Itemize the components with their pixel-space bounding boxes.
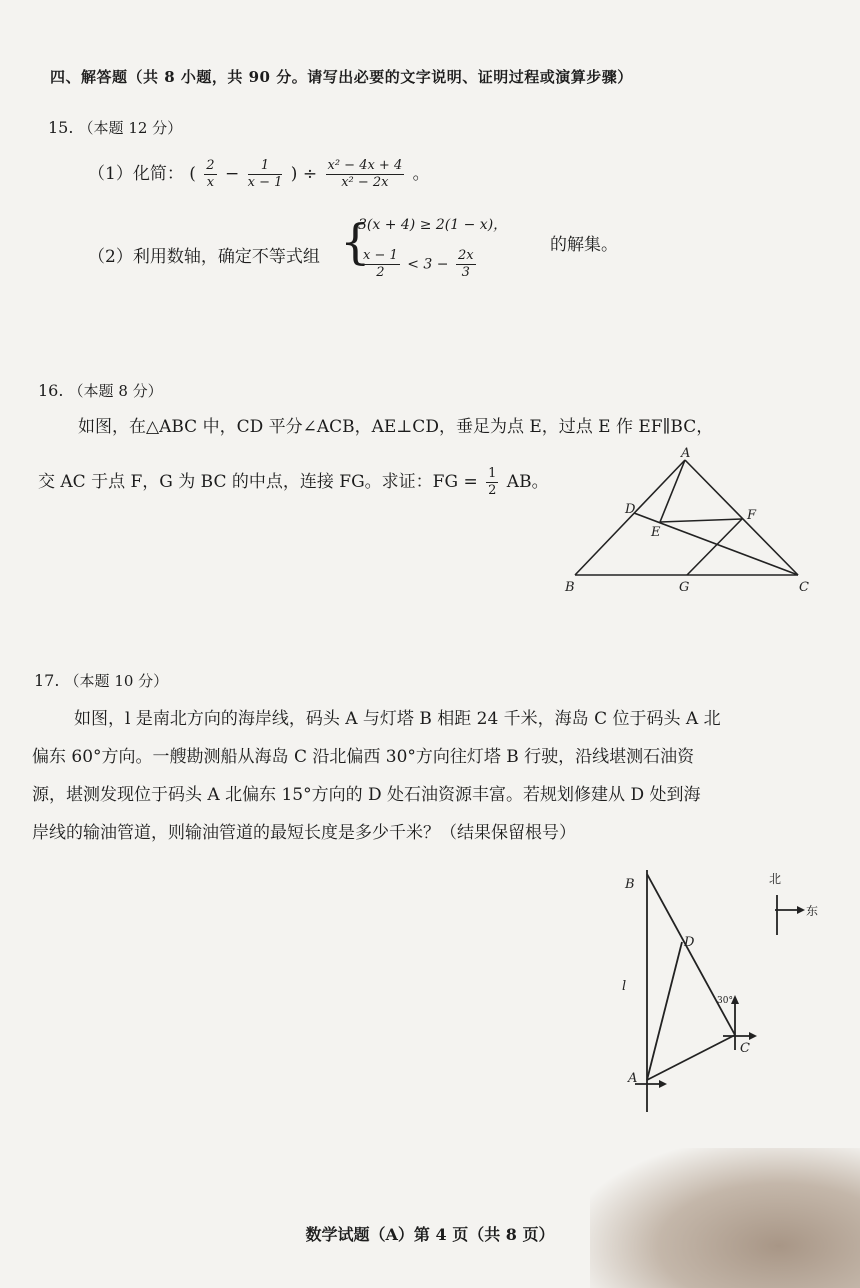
- segment-CD: [634, 513, 798, 575]
- q16-line-2: [38, 466, 549, 499]
- question-17-header: [34, 670, 168, 691]
- segment-AE: [660, 460, 685, 522]
- label-B: B: [565, 580, 575, 595]
- segment-EF: [660, 519, 742, 522]
- label-A: A: [628, 1071, 638, 1086]
- compass-north-label: 北: [769, 872, 782, 886]
- frac-num: 2: [206, 158, 215, 173]
- label-C: C: [740, 1041, 750, 1056]
- frac-num: 2x: [457, 248, 474, 263]
- segment-AD: [647, 942, 682, 1080]
- question-score: （本题 12 分）: [78, 119, 183, 137]
- fraction-x-1-over-2: [361, 248, 400, 281]
- q16-line2-post: AB。: [506, 472, 549, 492]
- fraction-2-over-x: [204, 158, 216, 191]
- frac-num: 1: [248, 158, 283, 175]
- frac-num: x − 1: [363, 248, 398, 263]
- segment-AB: [575, 460, 685, 575]
- segment-AC: [647, 1035, 735, 1080]
- segment-FG: [687, 519, 742, 575]
- q15-part2-label: （2）利用数轴，确定不等式组: [88, 247, 320, 267]
- angle-label: 30°: [717, 996, 733, 1006]
- segment-AC: [685, 460, 798, 575]
- question-number: 15.: [48, 118, 74, 137]
- page-footer: 数学试题（A）第 4 页（共 8 页）: [305, 1225, 555, 1244]
- frac-num: 1: [488, 466, 497, 481]
- question-number: 16.: [38, 381, 64, 400]
- q17-line-2: 偏东 60°方向。一艘勘测船从海岛 C 沿北偏西 30°方向往灯塔 B 行驶，沿线堪测石油资: [32, 747, 695, 767]
- label-l: l: [622, 979, 627, 994]
- label-A: A: [681, 446, 691, 461]
- label-E: E: [651, 525, 661, 540]
- triangle-figure: [555, 445, 825, 605]
- minus-sign: −: [224, 164, 240, 184]
- q16-line-1: 如图，在△ABC 中，CD 平分∠ACB，AE⊥CD，垂足为点 E，过点 E 作 EF∥BC，: [78, 417, 714, 437]
- frac-num: x² − 4x + 4: [327, 158, 403, 173]
- frac-den: 3: [461, 265, 470, 280]
- inequality-2: [358, 248, 479, 281]
- label-G: G: [679, 580, 690, 595]
- question-number: 17.: [34, 671, 60, 690]
- label-D: D: [684, 935, 695, 950]
- coastline-figure: [610, 860, 830, 1120]
- divide-sign: ÷: [302, 164, 318, 184]
- east-arrow-C: [749, 1032, 757, 1040]
- fraction-2x-over-3: [456, 248, 476, 281]
- segment-BC: [647, 874, 735, 1035]
- paren-close: ): [290, 164, 298, 184]
- question-score: （本题 10 分）: [64, 672, 169, 690]
- label-B: B: [625, 877, 635, 892]
- frac-den: x² − 2x: [341, 175, 389, 190]
- system-brace: {: [340, 214, 371, 270]
- question-15-header: [48, 117, 182, 138]
- part1-label: （1）化简：: [88, 164, 184, 184]
- q17-line-3: 源，堪测发现位于码头 A 北偏东 15°方向的 D 处石油资源丰富。若规划修建从 D 处到海: [32, 785, 701, 805]
- period: 。: [412, 164, 430, 184]
- label-F: F: [747, 508, 757, 523]
- east-arrow-A: [659, 1080, 667, 1088]
- inequality-1: 3(x + 4) ≥ 2(1 − x)，: [358, 217, 508, 233]
- label-D: D: [625, 502, 636, 517]
- ineq-mid: < 3 −: [407, 256, 449, 273]
- question-16-header: [38, 380, 163, 401]
- question-score: （本题 8 分）: [68, 382, 163, 400]
- q15-part2-tail: 的解集。: [550, 235, 618, 255]
- frac-den: x: [206, 175, 215, 190]
- section-title: 四、解答题（共 8 小题，共 90 分。请写出必要的文字说明、证明过程或演算步骤）: [50, 68, 633, 86]
- frac-den: 2: [488, 483, 497, 498]
- label-C: C: [799, 580, 809, 595]
- q17-line-4: 岸线的输油管道，则输油管道的最短长度是多少千米？（结果保留根号）: [32, 823, 576, 843]
- fraction-1-over-x-1: [248, 158, 283, 191]
- compass-east-arrow: [797, 906, 805, 914]
- paper-shadow: [590, 1148, 860, 1288]
- compass-east-label: 东: [806, 904, 819, 918]
- frac-den: 2: [376, 265, 385, 280]
- q15-part1: [88, 158, 430, 191]
- fraction-quadratic: [326, 158, 405, 191]
- fraction-one-half: [486, 466, 498, 499]
- q17-line-1: 如图，l 是南北方向的海岸线，码头 A 与灯塔 B 相距 24 千米，海岛 C 位于码头 A 北: [74, 709, 721, 729]
- frac-den: x − 1: [247, 175, 283, 190]
- paren-open: (: [189, 164, 196, 184]
- q16-line2-pre: 交 AC 于点 F，G 为 BC 的中点，连接 FG。求证：FG =: [38, 472, 478, 492]
